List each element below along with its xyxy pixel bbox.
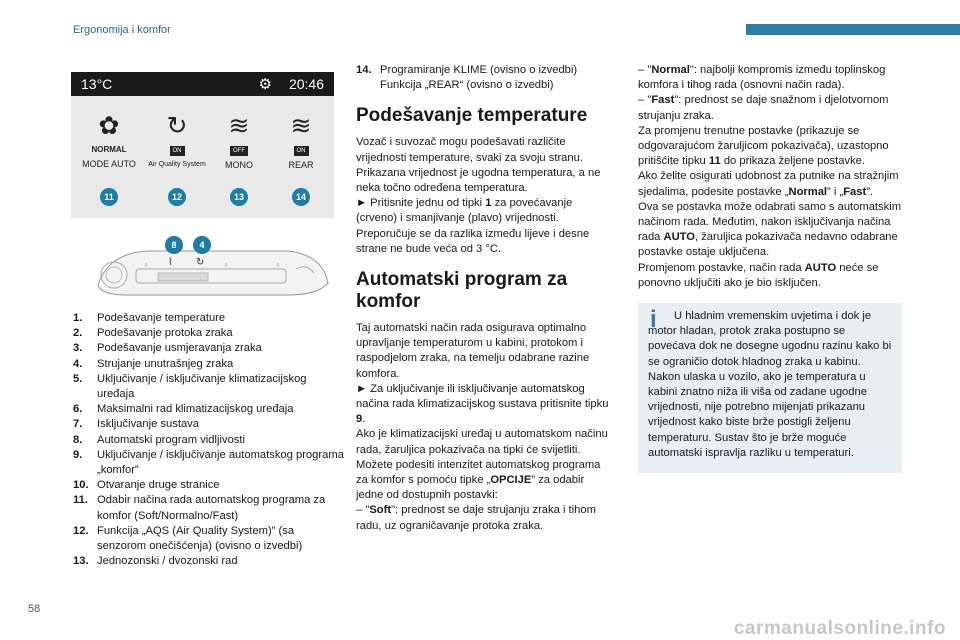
mono-airflow-icon: ≋ — [228, 112, 250, 140]
aqs-label: Air Quality System — [148, 161, 206, 168]
list-item — [73, 357, 345, 372]
list-text: Programiranje KLIME (ovisno o izvedbi) Funkcija „REAR“ (ovisno o izvedbi) — [380, 64, 578, 92]
list-text: Otvaranje druge stranice — [97, 479, 220, 492]
list-number: 8. — [73, 433, 83, 446]
callout-4: 4 — [193, 236, 211, 254]
mono-button — [209, 112, 269, 170]
fast-setting: – "Fast": prednost se daje snažnom i djelotvornom strujanju zraka. — [638, 94, 889, 122]
section-header: Ergonomija i komfor — [73, 24, 171, 36]
rear-button — [271, 112, 331, 170]
heading-auto-program: Automatski program za komfor — [356, 269, 568, 313]
settings-icon: ⚙ — [258, 76, 272, 93]
auto-reset-para: Promjenom postavke, način rada AUTO neće se ponovno uključiti ako je bio isključen. — [638, 261, 879, 289]
list-text: Jednozonski / dvozonski rad — [97, 555, 238, 568]
list-item — [73, 433, 345, 448]
info-box — [638, 303, 902, 473]
soft-setting: – "Soft": prednost se daje strujanju zraka i tihom radu, uz ograničavanje protoka zraka. — [356, 504, 596, 532]
list-number: 2. — [73, 327, 83, 340]
list-number: 3. — [73, 342, 83, 355]
list-item — [73, 448, 345, 478]
info-para-2: Nakon ulaska u vozilo, ako je temperatura u kabini znatno niža ili viša od zadane ugodne vrijednosti, nije potrebno mijenjati prikazanu vrijednost kako biste brže postigli željenu temperaturu. Sustav što je brže moguće automatski ispravlja razliku u temperaturi. — [648, 370, 867, 459]
console-drawing — [88, 233, 334, 303]
list-text: Odabir načina rada automatskog programa za komfor (Soft/Normalno/Fast) — [97, 494, 326, 522]
list-text: Isključivanje sustava — [97, 418, 199, 431]
list-number: 14. — [356, 64, 372, 76]
list-item — [73, 524, 345, 554]
list-number: 13. — [73, 555, 89, 568]
list-number: 9. — [73, 448, 83, 461]
list-text: Strujanje unutrašnjeg zraka — [97, 357, 234, 370]
list-text: Funkcija „AQS (Air Quality System)” (sa senzorom onečišćenja) (ovisno o izvedbi) — [97, 524, 303, 553]
info-para-1: U hladnim vremenskim uvjetima i dok je motor hladan, protok zraka postupno se povećava dok ne dosegne ugodnu razinu kako bi se ograničio dotok hladnog zraka u kabinu. — [648, 310, 892, 368]
list-item — [73, 326, 345, 341]
fan-auto-icon: ✿ — [98, 112, 120, 140]
list-text: Podešavanje protoka zraka — [97, 327, 233, 340]
list-item — [73, 478, 345, 493]
info-icon: i — [650, 306, 657, 334]
auto-para-2: ► Za uključivanje ili isključivanje automatskog načina rada klimatizacijskog sustava pritisnite tipku 9. — [356, 382, 609, 426]
aqs-badge: ON — [170, 146, 185, 156]
climate-mode-buttons — [71, 112, 334, 182]
change-setting-para: Za promjenu trenutne postavke (prikazuje se odgovarajućom žaruljicom pokazivača), uzastopno pritišćite tipku 11 do prikaza željene postavke. — [638, 124, 889, 168]
list-number: 7. — [73, 418, 83, 431]
column-middle — [356, 63, 614, 534]
callout-13: 13 — [230, 188, 248, 206]
list-text: Podešavanje temperature — [97, 312, 226, 324]
auto-para-3: Ako je klimatizacijski uređaj u automatskom načinu rada, žaruljica pokazivača na tipki će svijetliti. — [356, 428, 608, 456]
heading-temperature: Podešavanje temperature — [356, 105, 588, 127]
list-number: 12. — [73, 524, 89, 537]
list-number: 4. — [73, 357, 83, 370]
temp-para-3: ► Pritisnite jednu od tipki 1 za povećavanje (crveno) i smanjivanje (plavo) vrijednosti. — [356, 197, 573, 225]
controls-list — [73, 311, 345, 569]
mono-label: MONO — [225, 160, 253, 170]
list-number: 1. — [73, 312, 83, 324]
callout-11: 11 — [100, 188, 118, 206]
touchscreen-illustration — [71, 72, 334, 218]
mode-auto-label: MODE AUTO — [82, 159, 136, 169]
callout-8: 8 — [165, 236, 183, 254]
list-text: Podešavanje usmjeravanja zraka — [97, 342, 262, 355]
watermark: carmanualsonline.info — [733, 618, 946, 639]
auto-only-para: Ova se postavka može odabrati samo s automatskim načinom rada. Međutim, nakon isključivanja načina rada AUTO, žaruljica pokazivača nedavno odabrane postavke ostaje uključena. — [638, 200, 902, 259]
callout-12: 12 — [168, 188, 186, 206]
list-item-14 — [356, 63, 614, 93]
dashboard-console-illustration — [88, 233, 334, 303]
temp-para-1: Vozač i suvozač mogu podešavati različite vrijednosti temperature, svaki za svoju stranu. — [356, 136, 583, 164]
rear-comfort-para: Ako želite osigurati udobnost za putnike na stražnjim sjedalima, podesite postavke „Normal” i „Fast”. — [638, 170, 899, 198]
outside-temperature: 13°C — [81, 76, 113, 92]
column-right — [638, 63, 902, 473]
aqs-button — [147, 112, 207, 170]
temp-para-4: Preporučuje se da razlika između lijeve i desne strane ne bude veća od 3 °C. — [356, 227, 590, 255]
auto-para-1: Taj automatski način rada osigurava optimalno upravljanje temperaturom u kabini, protokom i raspodjelom zraka, na temelju odabrane razine komfora. — [356, 322, 590, 380]
list-item — [73, 341, 345, 356]
list-number: 10. — [73, 479, 89, 492]
callout-14: 14 — [292, 188, 310, 206]
list-text: Automatski program vidljivosti — [97, 433, 245, 446]
list-text: Maksimalni rad klimatizacijskog uređaja — [97, 403, 294, 416]
list-text: Uključivanje / isključivanje klimatizacijskog uređaja — [97, 372, 307, 401]
header-accent-bar — [746, 24, 960, 35]
air-quality-icon: ↻ — [166, 112, 188, 140]
list-item — [73, 402, 345, 417]
clock: 20:46 — [288, 76, 324, 92]
page-number: 58 — [28, 603, 41, 615]
list-item — [73, 417, 345, 432]
mode-auto-badge: NORMAL — [91, 145, 127, 154]
list-text: Uključivanje / isključivanje automatskog programa „komfor” — [97, 448, 344, 477]
list-item — [73, 311, 345, 326]
auto-para-4: Možete podesiti intenzitet automatskog programa za komfor s pomoću tipke „OPCIJE” za odabir jedne od dostupnih postavki: — [356, 458, 601, 502]
mode-auto-button — [79, 112, 139, 169]
normal-setting: – "Normal": najbolji kompromis između toplinskog komfora i tihog rada (osnovni način rada). — [638, 64, 886, 92]
mono-badge: OFF — [230, 146, 248, 156]
rear-badge: ON — [294, 146, 309, 156]
list-item — [73, 554, 345, 569]
temp-para-2: Prikazana vrijednost je ugodna temperatura, a ne neka točno određena temperatura. — [356, 166, 601, 195]
rear-label: REAR — [288, 160, 314, 170]
list-number: 5. — [73, 372, 83, 385]
list-number: 11. — [73, 494, 88, 507]
list-item — [73, 493, 345, 523]
rear-airflow-icon: ≋ — [290, 112, 312, 140]
screen-status-bar — [71, 72, 334, 96]
visibility-icon: ⌇ — [168, 257, 173, 268]
recirculation-icon: ↻ — [196, 257, 205, 268]
list-item — [73, 372, 345, 402]
list-number: 6. — [73, 403, 83, 416]
